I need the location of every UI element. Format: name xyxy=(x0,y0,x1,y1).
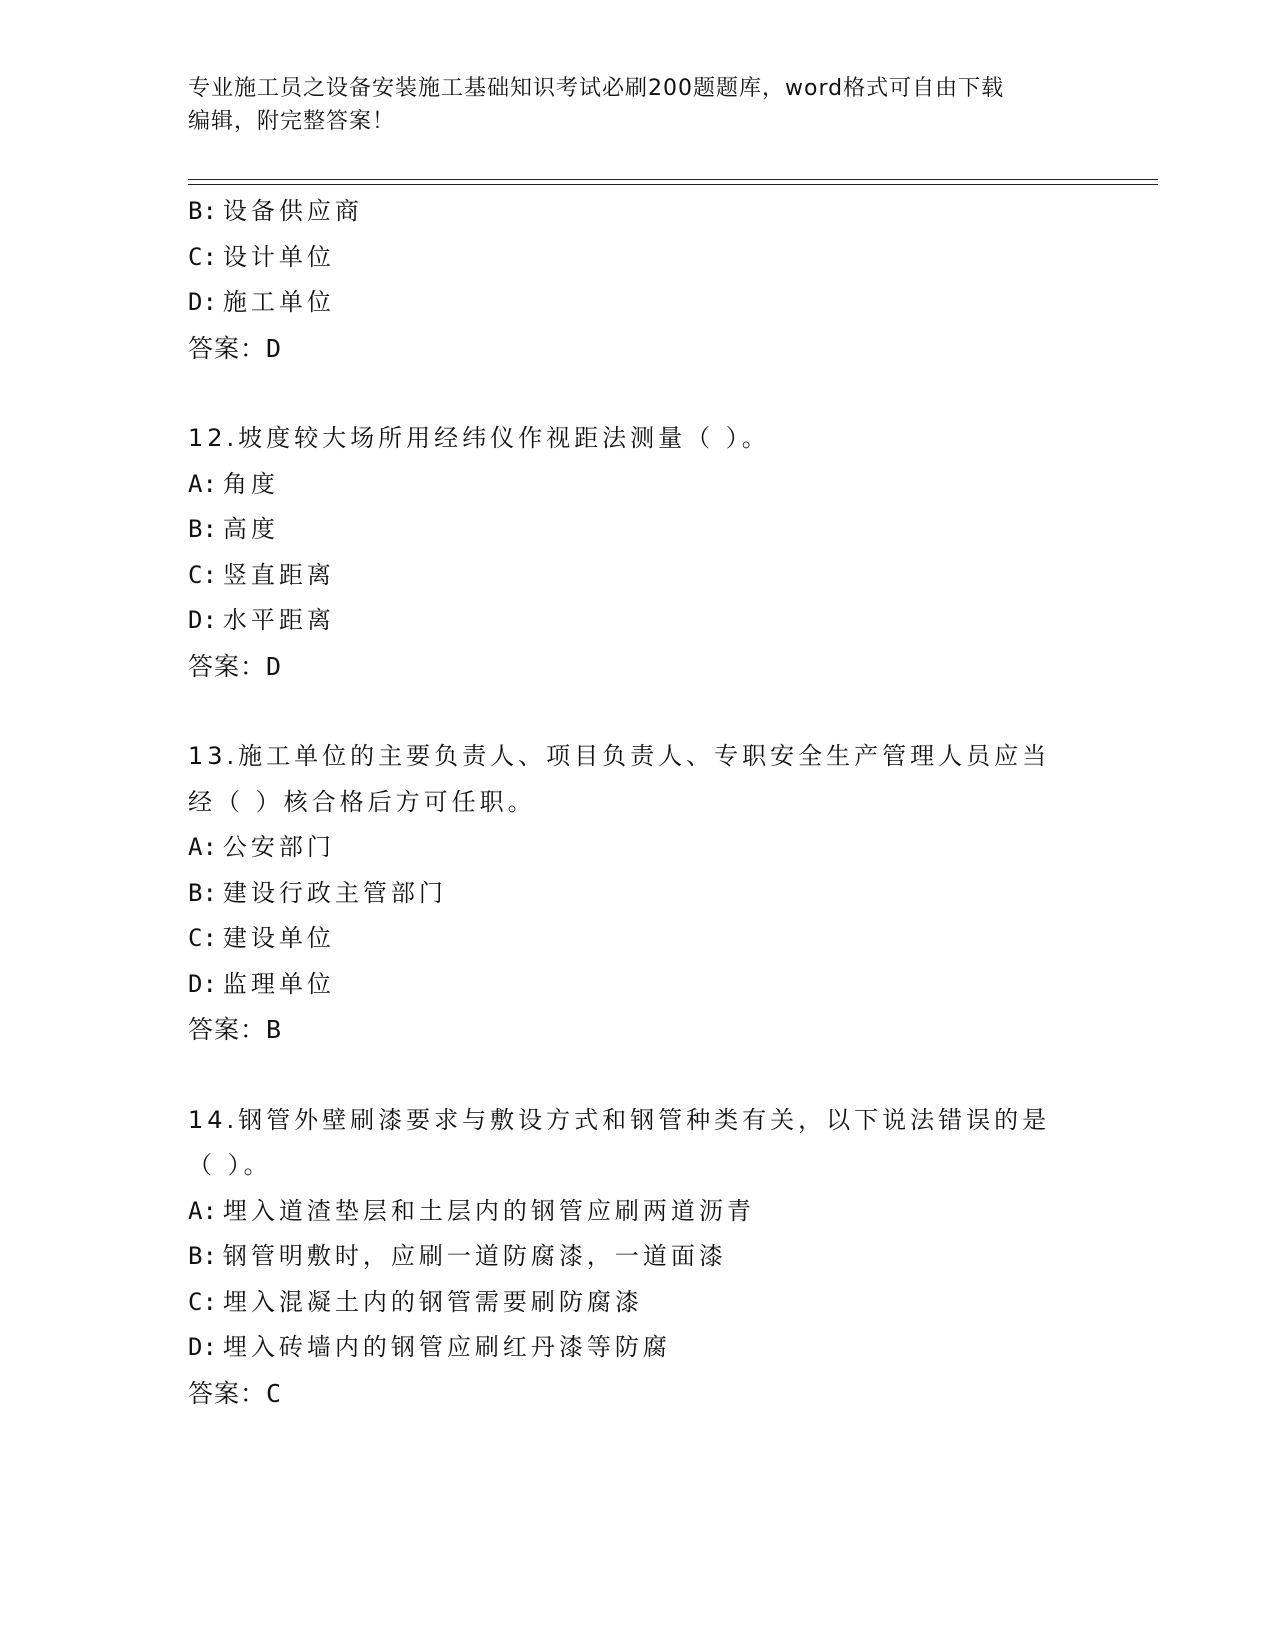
option-letter: C: xyxy=(188,242,217,271)
option-text: 公安部门 xyxy=(222,833,335,861)
header-divider-top xyxy=(188,179,1158,180)
option-letter: A: xyxy=(188,1196,217,1225)
answer-line xyxy=(188,326,1088,372)
answer-line xyxy=(188,1007,1088,1053)
question-stem-line1: 14.钢管外壁刷漆要求与敷设方式和钢管种类有关，以下说法错误的是 xyxy=(188,1105,1051,1134)
option-a xyxy=(188,462,1088,508)
question-14 xyxy=(188,1098,1088,1417)
option-letter: B: xyxy=(188,515,217,543)
option-d xyxy=(188,1325,1088,1371)
option-text: 埋入混凝土内的钢管需要刷防腐漆 xyxy=(222,1287,643,1316)
question-stem: 12.坡度较大场所用经纬仪作视距法测量（ ）。 xyxy=(188,424,770,452)
option-a xyxy=(188,1189,1088,1235)
option-letter: B: xyxy=(188,878,217,907)
option-letter: D: xyxy=(188,1333,217,1361)
answer-label: 答案： xyxy=(188,1015,267,1044)
option-text: 埋入道渣垫层和土层内的钢管应刷两道沥青 xyxy=(222,1196,755,1225)
option-letter: B: xyxy=(188,197,217,225)
answer-value: D xyxy=(266,333,283,363)
question-stem-line2: （ ）。 xyxy=(188,1151,272,1179)
option-d xyxy=(188,962,1088,1008)
header-title-line1: 专业施工员之设备安装施工基础知识考试必刷200题题库，word格式可自由下载 xyxy=(188,76,1005,101)
spacer xyxy=(188,1053,1088,1098)
option-letter: A: xyxy=(188,469,217,498)
option-text: 设计单位 xyxy=(222,242,335,271)
question-13 xyxy=(188,734,1088,1053)
answer-value: D xyxy=(266,651,283,681)
option-letter: C: xyxy=(188,560,217,589)
option-text: 监理单位 xyxy=(222,969,335,998)
option-c xyxy=(188,553,1088,599)
spacer xyxy=(188,371,1088,416)
question-content xyxy=(188,189,1088,1416)
option-c xyxy=(188,916,1088,962)
option-text: 高度 xyxy=(222,515,279,543)
option-letter: D: xyxy=(188,606,217,634)
answer-line xyxy=(188,644,1088,690)
option-text: 竖直距离 xyxy=(222,560,335,589)
answer-line xyxy=(188,1371,1088,1417)
option-c xyxy=(188,1280,1088,1326)
option-b xyxy=(188,189,1088,235)
option-text: 水平距离 xyxy=(222,606,335,634)
option-b xyxy=(188,507,1088,553)
header-divider-bottom xyxy=(188,184,1158,185)
option-letter: D: xyxy=(188,288,217,316)
option-a xyxy=(188,825,1088,871)
answer-label: 答案： xyxy=(188,333,267,363)
option-text: 埋入砖墙内的钢管应刷红丹漆等防腐 xyxy=(222,1333,671,1361)
option-letter: D: xyxy=(188,969,217,998)
option-letter: A: xyxy=(188,833,217,861)
header-title-line2: 编辑，附完整答案！ xyxy=(188,109,396,134)
option-text: 施工单位 xyxy=(222,288,335,316)
option-letter: B: xyxy=(188,1242,217,1270)
option-text: 角度 xyxy=(222,469,279,498)
document-header xyxy=(188,72,1088,138)
option-d xyxy=(188,280,1088,326)
answer-label: 答案： xyxy=(188,651,267,681)
question-stem-line2: 经（ ）核合格后方可任职。 xyxy=(188,787,536,816)
spacer xyxy=(188,689,1088,734)
prev-question-block xyxy=(188,189,1088,371)
option-b xyxy=(188,1234,1088,1280)
option-letter: C: xyxy=(188,924,217,952)
option-text: 设备供应商 xyxy=(222,197,363,225)
option-text: 钢管明敷时，应刷一道防腐漆，一道面漆 xyxy=(222,1242,727,1270)
option-b xyxy=(188,871,1088,917)
answer-label: 答案： xyxy=(188,1378,267,1408)
answer-value: C xyxy=(266,1378,283,1408)
question-stem-line1: 13.施工单位的主要负责人、项目负责人、专职安全生产管理人员应当 xyxy=(188,742,1051,770)
option-text: 建设行政主管部门 xyxy=(222,878,447,907)
option-letter: C: xyxy=(188,1287,217,1316)
option-d xyxy=(188,598,1088,644)
option-c xyxy=(188,235,1088,281)
question-12 xyxy=(188,416,1088,689)
option-text: 建设单位 xyxy=(222,924,335,952)
answer-value: B xyxy=(266,1015,283,1044)
